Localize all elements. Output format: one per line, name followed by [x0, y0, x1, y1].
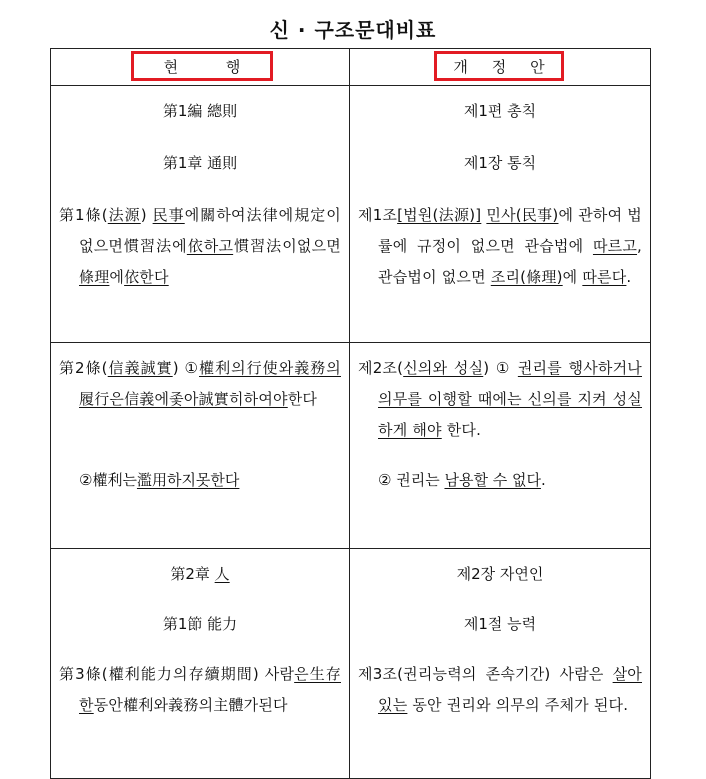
article-text: 제2조(신의와 성실) ① 권리를 행사하거나 의무를 이행할 때에는 신의를 지켜 성실하게 해야 한다.: [358, 359, 642, 439]
article-text: 제1조[법원(法源)] 민사(民事)에 관하여 법률에 규정이 없으면 관습법에 따르고, 관습법이 없으면 조리(條理)에 따른다.: [358, 206, 642, 286]
current-cell: [51, 86, 350, 343]
article-text: 第3條(權利能力의存續期間) 사람은生存한동안權利와義務의主體가된다: [59, 665, 341, 714]
page-title: 신 · 구조문대비표: [269, 18, 437, 42]
header-revised: [350, 49, 651, 86]
header-current: [51, 49, 350, 86]
table-row: [51, 86, 651, 343]
revised-cell: [350, 86, 651, 343]
current-cell: [51, 343, 350, 549]
chapter-heading: 第1章 通則: [162, 154, 238, 172]
article-text: 第2條(信義誠實) ①權利의行使와義務의履行은信義에좇아誠實히하여야한다: [59, 359, 341, 408]
chapter-heading: 第2章 人: [170, 565, 230, 583]
header-current-highlight: [131, 51, 273, 81]
section-heading: 第1節 能力: [162, 615, 238, 633]
revised-cell: [350, 343, 651, 549]
section-heading: 제1절 능력: [463, 615, 537, 633]
table-row: [51, 549, 651, 779]
paragraph-2-text: ②權利는濫用하지못한다: [79, 471, 240, 489]
part-heading: 제1편 총칙: [463, 102, 537, 120]
current-cell: [51, 549, 350, 779]
article-text: 第1條(法源) 民事에關하여法律에規定이없으면慣習法에依하고慣習法이없으면條理에依한다: [59, 206, 341, 286]
header-row: [51, 49, 651, 86]
article-text: 제3조(권리능력의 존속기간) 사람은 살아 있는 동안 권리와 의무의 주체가 된다.: [358, 665, 642, 714]
table-row: [51, 343, 651, 549]
header-current-label: 현 행: [163, 57, 241, 76]
chapter-heading: 제2장 자연인: [456, 565, 544, 583]
comparison-table: [50, 48, 651, 779]
header-revised-highlight: [434, 51, 564, 81]
revised-cell: [350, 549, 651, 779]
paragraph-2-text: ② 권리는 남용할 수 없다.: [378, 471, 546, 489]
part-heading: 第1編 總則: [162, 102, 238, 120]
header-revised-label: 개 정 안: [453, 57, 545, 76]
chapter-heading: 제1장 통칙: [463, 154, 537, 172]
